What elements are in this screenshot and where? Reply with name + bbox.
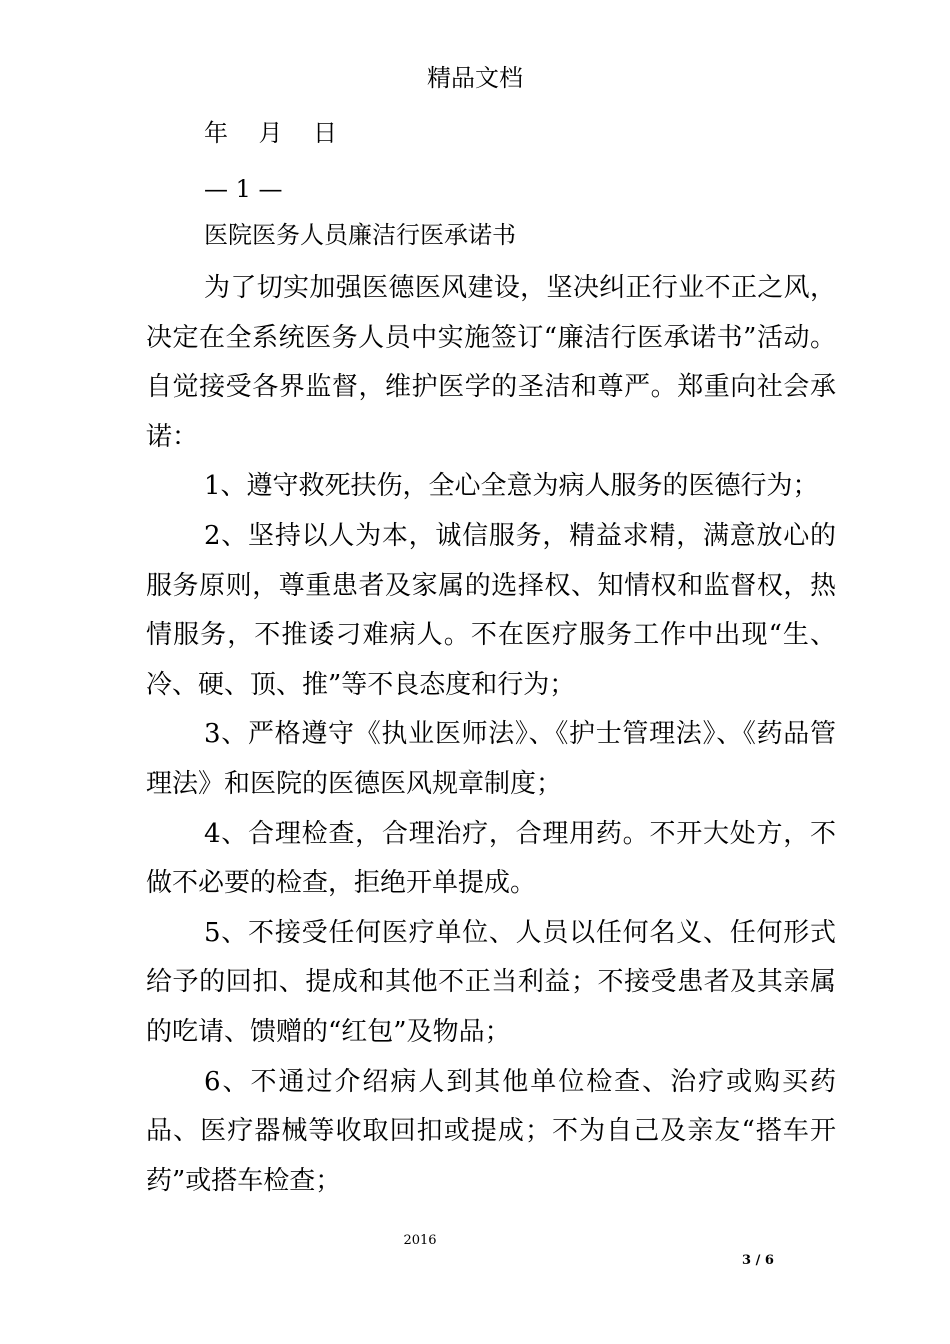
- pledge-item-4: 4、合理检查，合理治疗，合理用药。不开大处方，不做不必要的检查，拒绝开单提成。: [146, 818, 836, 899]
- page-header: 精品文档: [427, 64, 523, 92]
- pledge-item-1: 1、遵守救死扶伤，全心全意为病人服务的医德行为；: [204, 471, 819, 502]
- document-body: [146, 264, 836, 1206]
- page-number-mark: — 1 —: [204, 175, 283, 203]
- pledge-item-5: 5、不接受任何医疗单位、人员以任何名义、任何形式给予的回扣、提成和其他不正当利益；不接受患者及其亲属的吃请、馈赠的“红包”及物品；: [146, 917, 836, 1047]
- intro-paragraph: 为了切实加强医德医风建设，坚决纠正行业不正之风，决定在全系统医务人员中实施签订“廉洁行医承诺书”活动。自觉接受各界监督，维护医学的圣洁和尊严。郑重向社会承诺：: [146, 273, 836, 452]
- footer-page-indicator: 3 / 6: [742, 1253, 774, 1268]
- pledge-item-2: 2、坚持以人为本，诚信服务，精益求精，满意放心的服务原则，尊重患者及家属的选择权、知情权和监督权，热情服务，不推诿刁难病人。不在医疗服务工作中出现“生、冷、硬、顶、推”等不良态度和行为；: [146, 520, 836, 700]
- pledge-item-3: 3、严格遵守《执业医师法》、《护士管理法》、《药品管理法》和医院的医德医风规章制度；: [146, 719, 836, 799]
- date-line: 年 月 日: [204, 119, 338, 147]
- document-title: 医院医务人员廉洁行医承诺书: [204, 221, 516, 249]
- footer-year: 2016: [403, 1233, 437, 1248]
- pledge-item-6: 6、不通过介绍病人到其他单位检查、治疗或购买药品、医疗器械等收取回扣或提成；不为自己及亲友“搭车开药”或搭车检查；: [146, 1066, 836, 1196]
